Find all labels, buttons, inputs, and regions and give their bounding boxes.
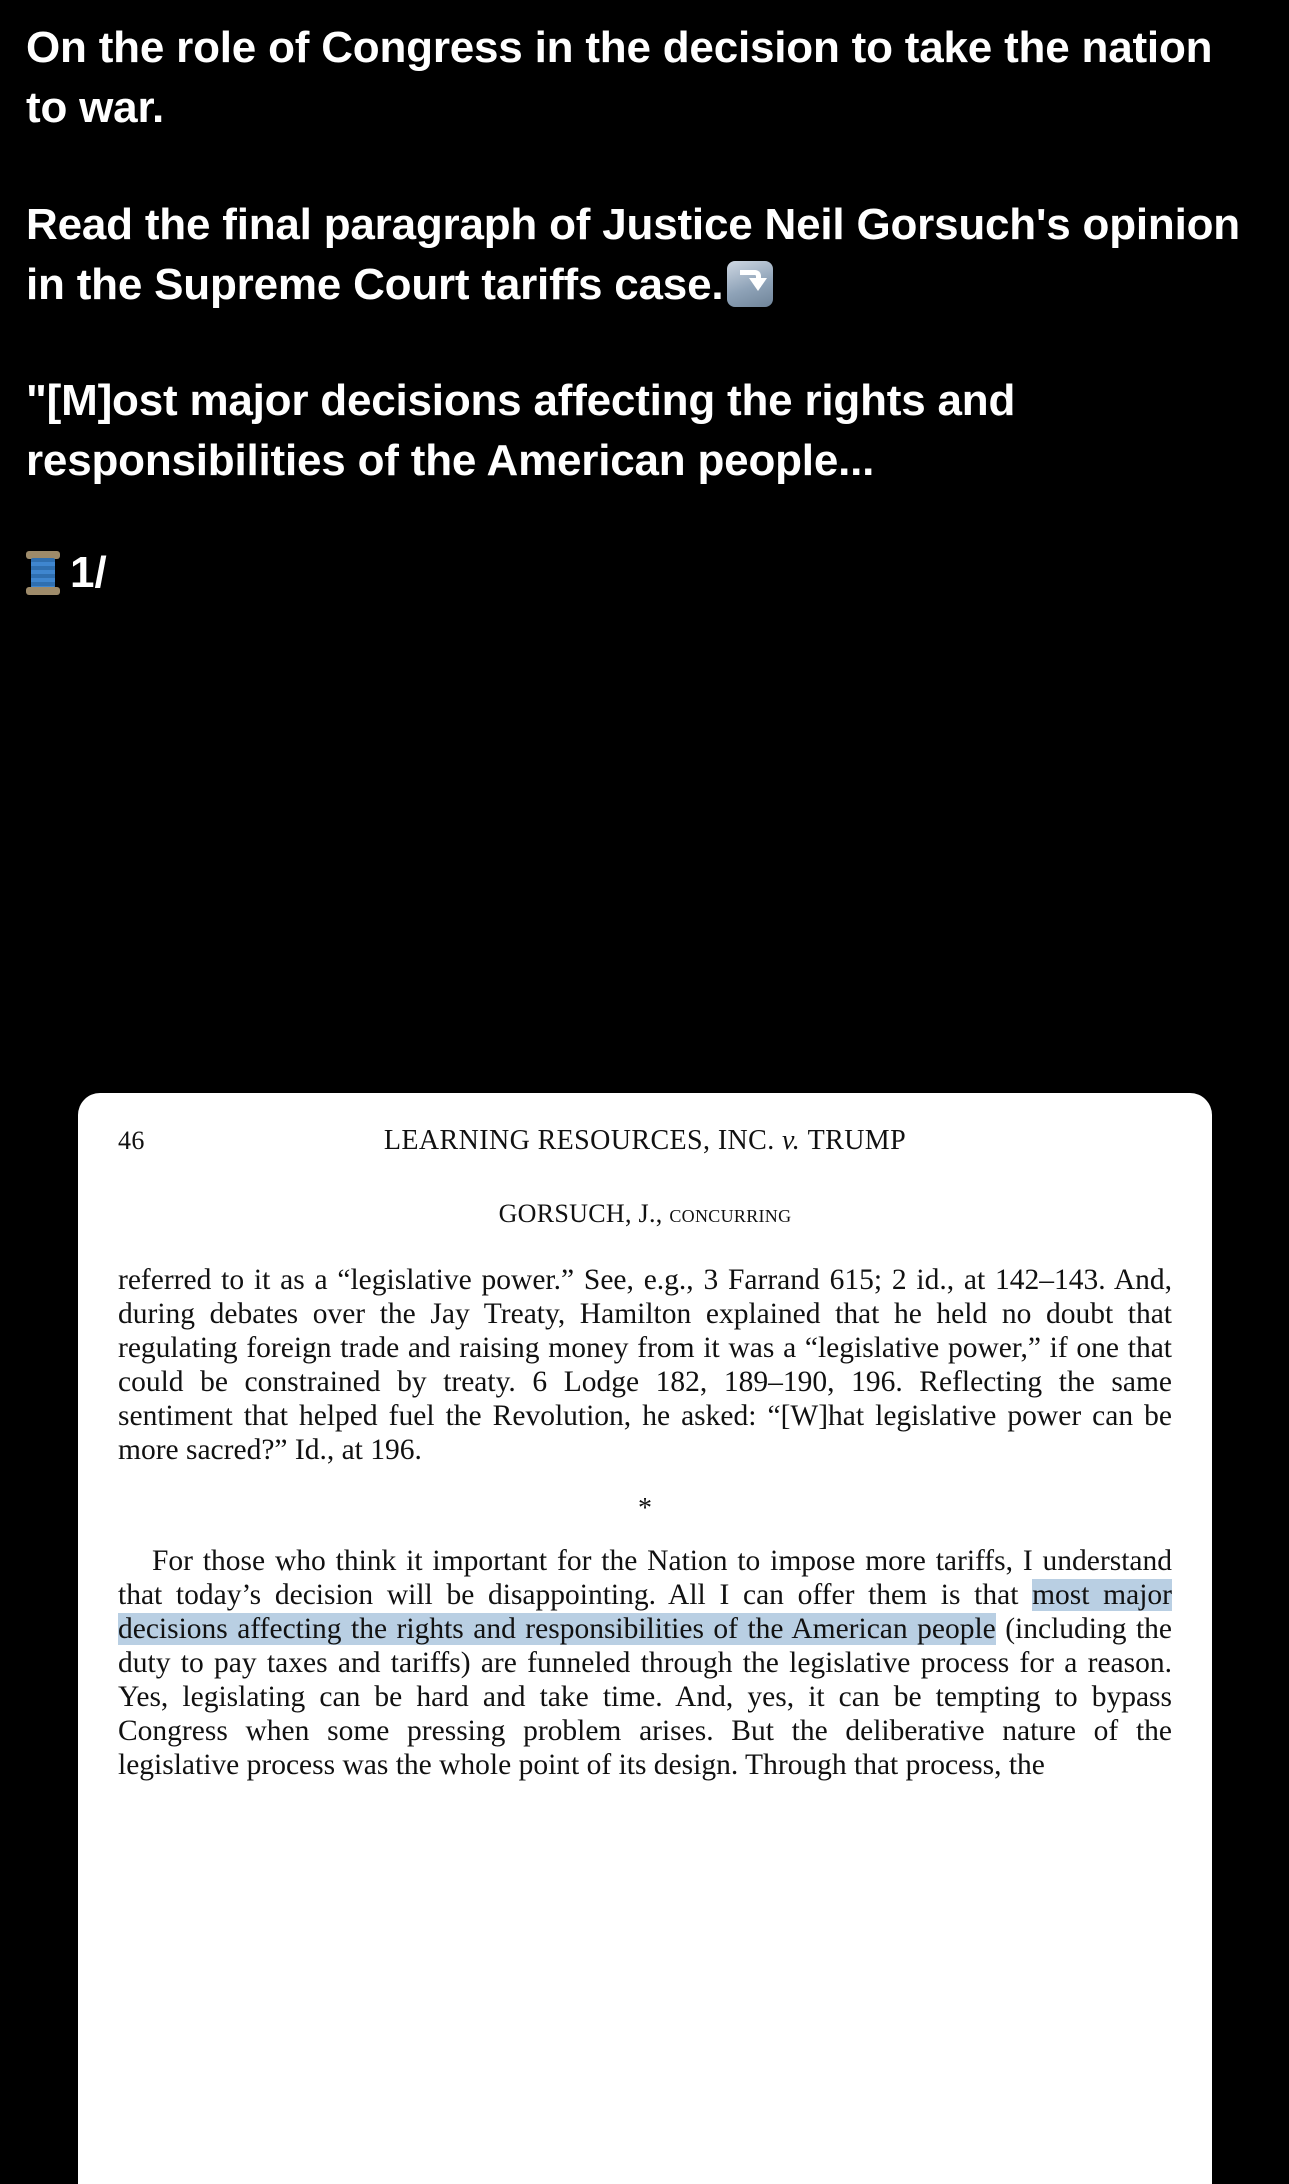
case-name-petitioner: LEARNING RESOURCES, INC.	[383, 1125, 775, 1156]
document-case-caption	[188, 1125, 1172, 1157]
paragraph-spacer-2	[26, 315, 1263, 371]
case-name-respondent: TRUMP	[807, 1125, 907, 1156]
document-running-head	[118, 1125, 1172, 1157]
document-image-card[interactable]	[78, 1093, 1212, 2184]
document-paragraph-main-post: (including the duty to pay taxes and tariffs) are funneled through the legislative process for a reason. Yes, legislating can be hard and take time. And, yes, it can be tempting to bypass Congress when some pressing problem arises. But the deliberative nature of the legislative process was the whole point of its design. Through that process, the	[118, 1612, 1172, 1782]
thread-marker-row	[26, 548, 1263, 598]
document-paragraph-main	[118, 1544, 1172, 1782]
down-right-arrow-icon	[727, 261, 773, 307]
post-paragraph-2	[26, 195, 1263, 316]
thread-spool-icon	[26, 551, 60, 595]
thread-marker-label: 1/	[70, 547, 107, 597]
document-highlighted-passage: most major decisions affecting the rights and responsibilities of the American people	[118, 1578, 1172, 1645]
paragraph-spacer-1	[26, 139, 1263, 195]
document-section-divider: *	[638, 1493, 652, 1525]
post-paragraph-1: On the role of Congress in the decision to take the nation to war.	[26, 23, 1213, 133]
paragraph-spacer-3	[26, 492, 1263, 548]
document-body	[118, 1263, 1172, 1782]
case-name-versus: v.	[782, 1125, 801, 1156]
document-paragraph-top: referred to it as a “legislative power.” See, e.g., 3 Farrand 615; 2 id., at 142–143. And, during debates over the Jay Treaty, Hamilton explained that he held no doubt that regulating foreign trade and raising money from it was a “legislative power,” if one that could be constrained by treaty. 6 Lodge 182, 189–190, 196. Reflecting the same sentiment that helped fuel the Revolution, he asked: “[W]hat legislative power can be more sacred?” Id., at 196.	[118, 1264, 1172, 1467]
document-page-number: 46	[118, 1126, 145, 1155]
document-opinion-subheading	[118, 1199, 1172, 1229]
document-page	[78, 1093, 1212, 1782]
post-paragraph-3: "[M]ost major decisions affecting the rights and responsibilities of the American people...	[26, 376, 1016, 486]
document-opinion-subheading-text: GORSUCH, J., concurring	[498, 1199, 792, 1228]
post-text-block	[0, 0, 1289, 598]
document-paragraph-main-pre: For those who think it important for the Nation to impose more tariffs, I understand that today’s decision will be disappointing. All I can offer them is that	[118, 1544, 1172, 1611]
post-paragraph-2-text: Read the final paragraph of Justice Neil Gorsuch's opinion in the Supreme Court tariffs case.	[26, 199, 1240, 309]
